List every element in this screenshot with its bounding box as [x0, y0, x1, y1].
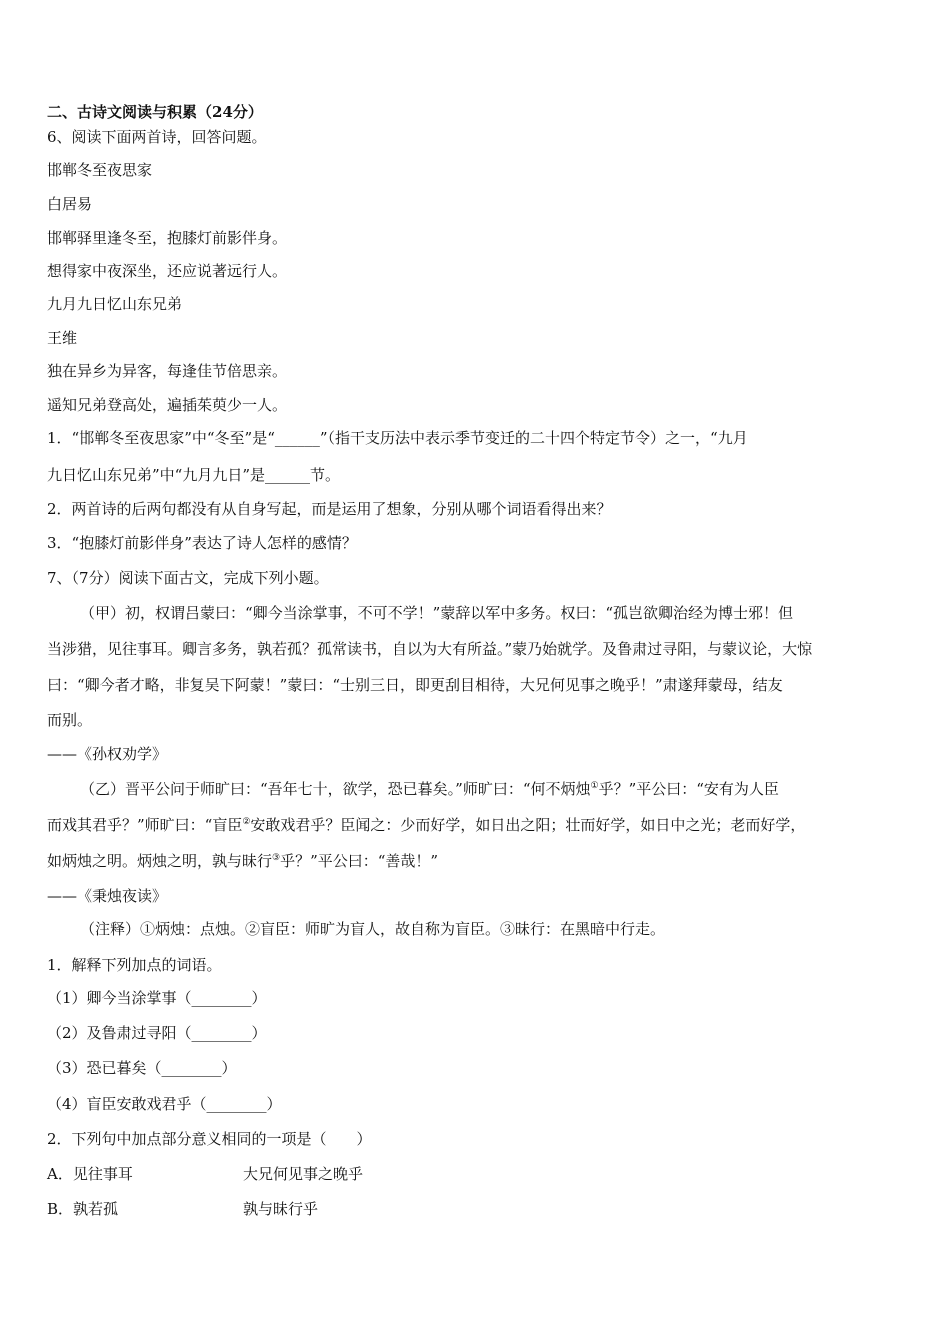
question-7-1-item-1: （1）卿今当涂掌事（________） — [47, 989, 267, 1007]
passage-yi-line-2 — [47, 815, 805, 835]
question-6-3: 3．“抱膝灯前影伴身”表达了诗人怎样的感情？ — [47, 534, 357, 552]
passage-yi-line-2-part-a: 而戏其君乎？”师旷曰：“盲臣 — [47, 816, 243, 834]
question-7-1-item-2: （2）及鲁肃过寻阳（________） — [47, 1024, 267, 1042]
note-marker-3: ③ — [272, 853, 281, 863]
question-6-1-line-a: 1．“邯郸冬至夜思家”中“冬至”是“______”（指干支历法中表示季节变迁的二十四个特定节令）之一，“九月 — [47, 429, 748, 447]
passage-jia-line-4: 而别。 — [47, 711, 93, 729]
question-7-intro: 7、（7分）阅读下面古文，完成下列小题。 — [47, 569, 329, 587]
passage-yi-line-1 — [80, 779, 779, 799]
question-7-1-item-3: （3）恐已暮矣（________） — [47, 1059, 237, 1077]
poem-2-line-1: 独在异乡为异客，每逢佳节倍思亲。 — [47, 362, 288, 380]
passage-yi-line-1-part-a: （乙）晋平公问于师旷曰：“吾年七十，欲学，恐已暮矣。”师旷曰：“何不炳烛 — [80, 780, 591, 798]
passage-yi-line-3-part-a: 如炳烛之明。炳烛之明，孰与昧行 — [47, 852, 273, 870]
question-6-1-line-b: 九日忆山东兄弟”中“九月九日”是______节。 — [47, 466, 341, 484]
annotations: （注释）①炳烛：点烛。②盲臣：师旷为盲人，故自称为盲臣。③昧行：在黑暗中行走。 — [80, 920, 666, 938]
passage-jia-line-1: （甲）初，权谓吕蒙曰：“卿今当涂掌事，不可不学！”蒙辞以军中多务。权曰：“孤岂欲卿治经为博士邪！但 — [80, 604, 794, 622]
poem-2-title: 九月九日忆山东兄弟 — [47, 295, 183, 313]
question-7-1-item-4: （4）盲臣安敢戏君乎（________） — [47, 1095, 282, 1113]
poem-1-line-1: 邯郸驿里逢冬至，抱膝灯前影伴身。 — [47, 229, 288, 247]
section-title: 二、古诗文阅读与积累（24分） — [47, 103, 263, 121]
passage-yi-line-2-part-b: 安敢戏君乎？臣闻之：少而好学，如日出之阳；壮而好学，如日中之光；老而好学， — [250, 816, 806, 834]
choice-b-right: 孰与昧行乎 — [243, 1200, 319, 1218]
passage-yi-line-3-part-b: 乎？”平公曰：“善哉！” — [280, 852, 439, 870]
passage-yi-line-1-part-b: 乎？”平公曰：“安有为人臣 — [598, 780, 779, 798]
note-marker-2: ② — [242, 817, 251, 827]
question-6-intro: 6、阅读下面两首诗，回答问题。 — [47, 128, 267, 146]
poem-2-line-2: 遥知兄弟登高处，遍插茱萸少一人。 — [47, 396, 288, 414]
passage-yi-line-3 — [47, 851, 438, 871]
choice-b-left: B．孰若孤 — [47, 1200, 119, 1218]
passage-jia-line-3: 曰：“卿今者才略，非复吴下阿蒙！”蒙曰：“士别三日，即更刮目相待，大兄何见事之晚乎！”肃遂拜蒙母，结友 — [47, 676, 783, 694]
passage-yi-source: ——《秉烛夜读》 — [47, 887, 168, 905]
passage-jia-line-2: 当涉猎，见往事耳。卿言多务，孰若孤？孤常读书，自以为大有所益。”蒙乃始就学。及鲁肃过寻阳，与蒙议论，大惊 — [47, 640, 813, 658]
poem-1-line-2: 想得家中夜深坐，还应说著远行人。 — [47, 262, 288, 280]
poem-2-author: 王维 — [47, 329, 78, 347]
poem-1-title: 邯郸冬至夜思家 — [47, 161, 153, 179]
choice-a-left: A．见往事耳 — [47, 1165, 133, 1183]
note-marker-1: ① — [590, 781, 599, 791]
question-6-2: 2．两首诗的后两句都没有从自身写起，而是运用了想象，分别从哪个词语看得出来？ — [47, 500, 612, 518]
question-7-1-title: 1．解释下列加点的词语。 — [47, 956, 222, 974]
question-7-2-title: 2．下列句中加点部分意义相同的一项是（ ） — [47, 1130, 372, 1148]
passage-jia-source: ——《孙权劝学》 — [47, 745, 168, 763]
choice-a-right: 大兄何见事之晚乎 — [243, 1165, 364, 1183]
poem-1-author: 白居易 — [47, 195, 93, 213]
